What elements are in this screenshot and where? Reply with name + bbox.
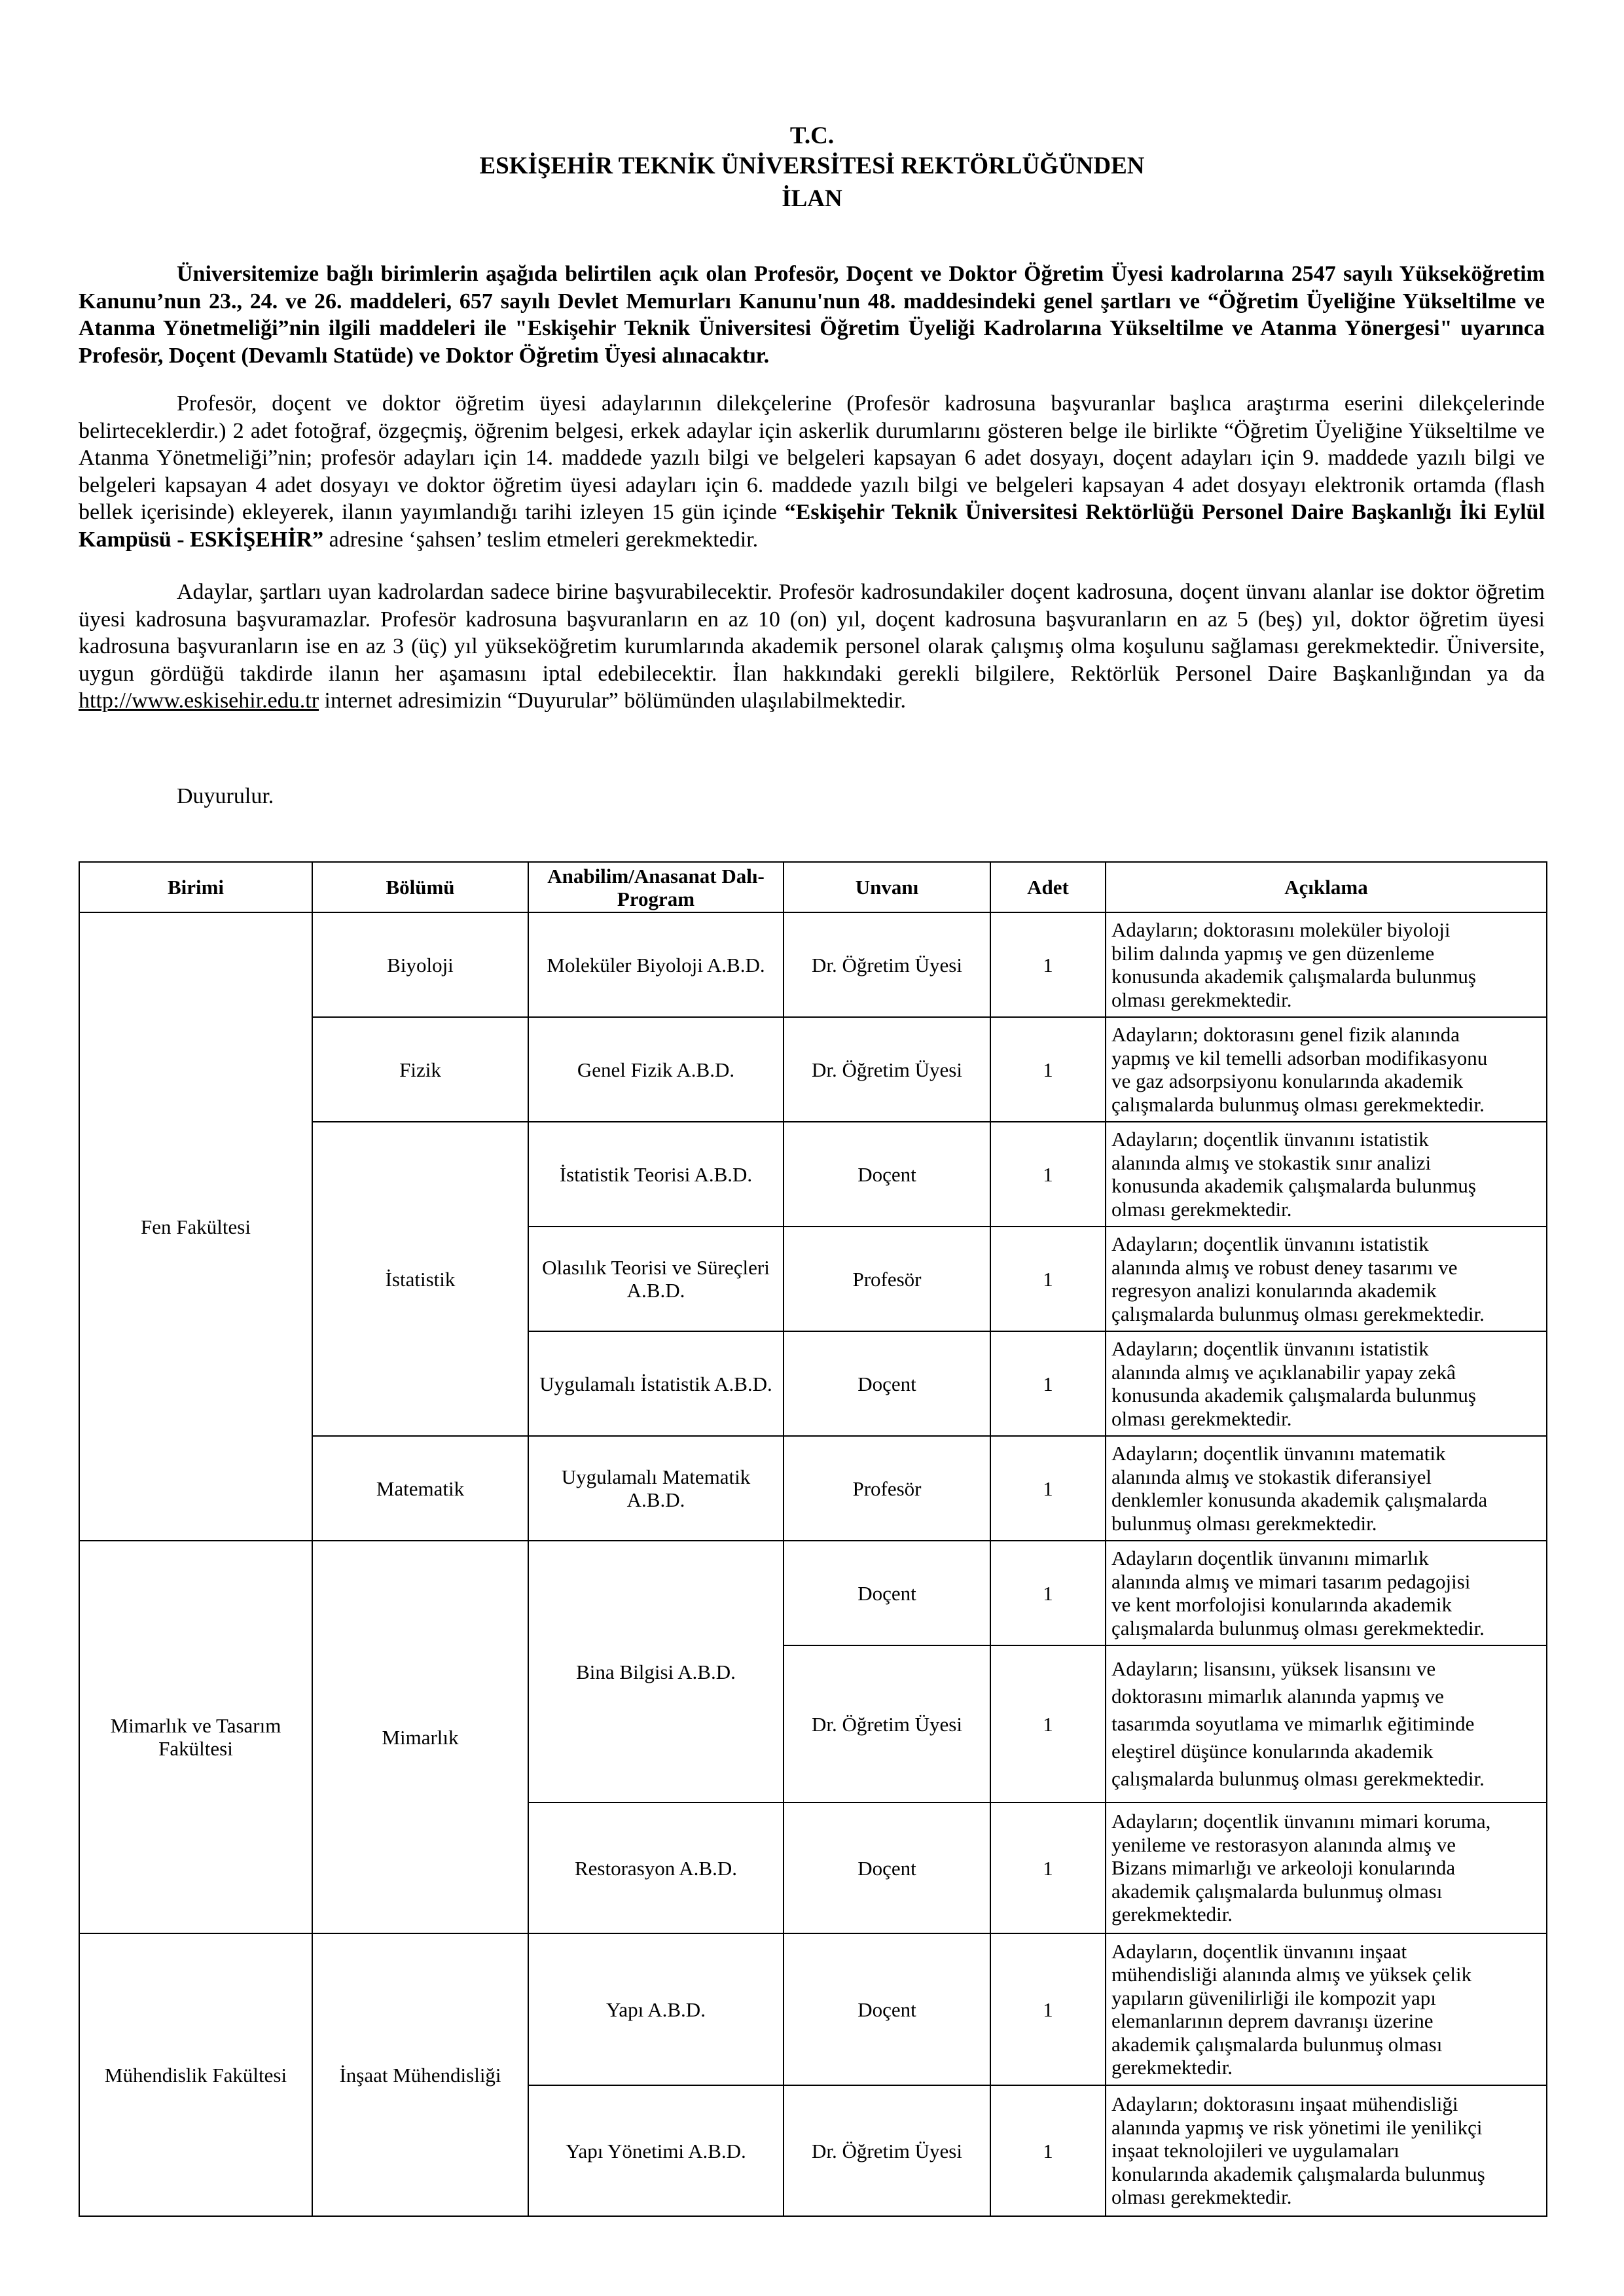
description-line: elemanlarının deprem davranışı üzerine	[1111, 2009, 1434, 2032]
count-cell: 1	[990, 1122, 1106, 1227]
description-line: Adayların; doçentlik ünvanını istatistik	[1111, 1128, 1429, 1151]
description-line: tasarımda soyutlama ve mimarlık eğitiminde	[1111, 1712, 1475, 1735]
description-line: yenileme ve restorasyon alanında almış ve	[1111, 1833, 1456, 1856]
description-line: Adayların doçentlik ünvanını mimarlık	[1111, 1547, 1429, 1570]
header-ilan: İLAN	[782, 185, 842, 212]
description-line: olması gerekmektedir.	[1111, 988, 1292, 1011]
description-line: gerekmektedir.	[1111, 1903, 1233, 1926]
description-line: bilim dalında yapmış ve gen düzenleme	[1111, 941, 1435, 965]
count-cell: 1	[990, 1017, 1106, 1122]
description-cell	[1106, 1227, 1547, 1331]
description-cell	[1106, 912, 1547, 1017]
description-cell	[1106, 1122, 1547, 1227]
application-paragraph	[79, 390, 1545, 553]
description-line: inşaat teknolojileri ve uygulamaları	[1111, 2139, 1399, 2162]
conditions-ending: internet adresimizin “Duyurular” bölümünden ulaşılabilmektedir.	[324, 689, 906, 713]
description-cell	[1106, 1331, 1547, 1436]
header-tc: T.C.	[789, 122, 835, 149]
application-address: “Eskişehir Teknik Üniversitesi Rektörlüğü Personel Daire Başkanlığı İki Eylül Kampüsü - ESKİŞEHİR”	[79, 500, 1545, 552]
title-cell: Dr. Öğretim Üyesi	[784, 912, 990, 1017]
table-row	[79, 1933, 1547, 2085]
title-cell: Dr. Öğretim Üyesi	[784, 1017, 990, 1122]
description-line: Adayların; doçentlik ünvanını mimari koruma,	[1111, 1810, 1491, 1833]
description-cell	[1106, 1541, 1547, 1645]
description-line: mühendisliği alanında almış ve yüksek çelik	[1111, 1963, 1472, 1986]
conditions-paragraph	[79, 579, 1545, 715]
program-cell: Olasılık Teorisi ve Süreçleri A.B.D.	[528, 1227, 784, 1331]
title-cell: Doçent	[784, 1331, 990, 1436]
description-line: doktorasını mimarlık alanında yapmış ve	[1111, 1685, 1444, 1708]
program-cell: Moleküler Biyoloji A.B.D.	[528, 912, 784, 1017]
closing-text: Duyurulur.	[177, 784, 274, 808]
conditions-text: Adaylar, şartları uyan kadrolardan sadece birine başvurabilecektir. Profesör kadrosundakiler doçent kadrosuna, doçent ünvanı alanlar ise doktor öğretim üyesi kadrosuna başvuramazlar. Profesör kadrosuna başvuranların en az 10 (on) yıl, doçent kadrosuna başvuranların en az 5 (beş) yıl, doktor öğretim üyesi kadrosuna başvuranların ise en az 3 (üç) yıl yükseköğretim kurumlarında akademik personel olarak çalışmış olma koşulunu sağlaması gerekmektedir. Üniversite, uygun gördüğü takdirde ilanın her aşamasını iptal edebilecektir. İlan hakkındaki gerekli bilgilere, Rektörlük Personel Daire Başkanlığından ya da	[79, 580, 1545, 686]
intro-text: Üniversitemize bağlı birimlerin aşağıda belirtilen açık olan Profesör, Doçent ve Doktor Öğretim Üyesi kadrolarına 2547 sayılı Yükseköğretim Kanunu’nun 23., 24. ve 26. maddeleri, 657 sayılı Devlet Memurları Kanunu'nun 48. maddesindeki genel şartları ve “Öğretim Üyeliğine Yükseltilme ve Atanma Yönetmeliği”nin ilgili maddeleri ile "Eskişehir Teknik Üniversitesi Öğretim Üyeliği Kadrolarına Yükseltilme ve Atanma Yönergesi" uyarınca Profesör, Doçent (Devamlı Statüde) ve Doktor Öğretim Üyesi alınacaktır.	[79, 262, 1545, 368]
description-line: çalışmalarda bulunmuş olması gerekmektedir.	[1111, 1767, 1485, 1790]
col-header-unvani: Unvanı	[784, 862, 990, 912]
description-line: Adayların; doçentlik ünvanını matematik	[1111, 1442, 1446, 1465]
description-line: gerekmektedir.	[1111, 2056, 1233, 2079]
program-cell: Bina Bilgisi A.B.D.	[528, 1541, 784, 1803]
description-line: eleştirel düşünce konularında akademik	[1111, 1740, 1434, 1763]
department-cell: Biyoloji	[312, 912, 528, 1017]
count-cell: 1	[990, 2085, 1106, 2216]
description-line: konularında akademik çalışmalarda bulunmuş	[1111, 2162, 1485, 2185]
description-line: konusunda akademik çalışmalarda bulunmuş	[1111, 1384, 1477, 1407]
count-cell: 1	[990, 1227, 1106, 1331]
title-cell: Profesör	[784, 1436, 990, 1541]
website-link[interactable]: http://www.eskisehir.edu.tr	[79, 689, 319, 713]
description-line: çalışmalarda bulunmuş olması gerekmektedir.	[1111, 1616, 1485, 1640]
title-cell: Dr. Öğretim Üyesi	[784, 1645, 990, 1803]
description-line: çalışmalarda bulunmuş olması gerekmektedir.	[1111, 1302, 1485, 1325]
description-line: yapıların güvenilirliği ile kompozit yapı	[1111, 1986, 1436, 2009]
department-cell: Fizik	[312, 1017, 528, 1122]
department-cell: İstatistik	[312, 1122, 528, 1436]
table-row	[79, 1541, 1547, 1645]
intro-paragraph	[79, 260, 1545, 369]
count-cell: 1	[990, 912, 1106, 1017]
description-line: akademik çalışmalarda bulunmuş olması	[1111, 2032, 1443, 2056]
faculty-cell: Mühendislik Fakültesi	[79, 1933, 312, 2216]
description-line: ve gaz adsorpsiyonu konularında akademik	[1111, 1069, 1464, 1092]
description-line: olması gerekmektedir.	[1111, 2185, 1292, 2209]
header-university: ESKİŞEHİR TEKNİK ÜNİVERSİTESİ REKTÖRLÜĞÜNDEN	[479, 152, 1145, 179]
col-header-aciklama: Açıklama	[1106, 862, 1547, 912]
count-cell: 1	[990, 1803, 1106, 1933]
program-cell: Restorasyon A.B.D.	[528, 1803, 784, 1933]
description-line: Adayların; lisansını, yüksek lisansını ve	[1111, 1657, 1436, 1680]
count-cell: 1	[990, 1331, 1106, 1436]
application-text: Profesör, doçent ve doktor öğretim üyesi adaylarının dilekçelerine (Profesör kadrosuna başvuranlar başlıca araştırma eserini dilekçelerinde belirteceklerdir.) 2 adet fotoğraf, özgeçmiş, öğrenim belgesi, erkek adaylar için askerlik durumlarını gösteren belge ile birlikte “Öğretim Üyeliğine Yükseltilme ve Atanma Yönetmeliği”nin; profesör adayları için 14. maddede yazılı bilgi ve belgeleri kapsayan 6 adet dosyayı, doçent adayları için 9. maddede yazılı bilgi ve belgeleri kapsayan 4 adet dosyayı ve doktor öğretim üyesi adayları için 6. maddede yazılı bilgi ve belgeleri kapsayan 4 adet dosyayı elektronik ortamda (flash bellek içerisinde) ekleyerek, ilanın yayımlandığı tarihi izleyen 15 gün içinde	[79, 391, 1545, 524]
description-line: Adayların; doçentlik ünvanını istatistik	[1111, 1337, 1429, 1360]
table-row	[79, 912, 1547, 1017]
program-cell: Uygulamalı İstatistik A.B.D.	[528, 1331, 784, 1436]
description-line: alanında yapmış ve risk yönetimi ile yenilikçi	[1111, 2115, 1483, 2139]
description-line: Adayların; doçentlik ünvanını istatistik	[1111, 1232, 1429, 1255]
description-line: Adayların; doktorasını inşaat mühendisliği	[1111, 2092, 1458, 2116]
col-header-anabilim: Anabilim/Anasanat Dalı-Program	[528, 862, 784, 912]
program-cell: Yapı A.B.D.	[528, 1933, 784, 2085]
description-cell	[1106, 1436, 1547, 1541]
description-line: ve kent morfolojisi konularında akademik	[1111, 1593, 1452, 1616]
program-cell: Genel Fizik A.B.D.	[528, 1017, 784, 1122]
description-cell	[1106, 1933, 1547, 2085]
description-cell	[1106, 1017, 1547, 1122]
program-cell: İstatistik Teorisi A.B.D.	[528, 1122, 784, 1227]
title-cell: Doçent	[784, 1122, 990, 1227]
title-cell: Doçent	[784, 1933, 990, 2085]
faculty-cell: Mimarlık ve Tasarım Fakültesi	[79, 1541, 312, 1933]
description-cell	[1106, 2085, 1547, 2216]
title-cell: Doçent	[784, 1541, 990, 1645]
count-cell: 1	[990, 1436, 1106, 1541]
description-line: alanında almış ve mimari tasarım pedagojisi	[1111, 1570, 1471, 1593]
description-line: yapmış ve kil temelli adsorban modifikasyonu	[1111, 1046, 1488, 1069]
title-cell: Doçent	[784, 1803, 990, 1933]
description-line: Adayların; doktorasını moleküler biyoloji	[1111, 918, 1451, 941]
description-line: alanında almış ve robust deney tasarımı ve	[1111, 1255, 1458, 1279]
description-line: alanında almış ve açıklanabilir yapay zekâ	[1111, 1360, 1456, 1384]
program-cell: Yapı Yönetimi A.B.D.	[528, 2085, 784, 2216]
description-line: alanında almış ve stokastik sınır analizi	[1111, 1151, 1432, 1174]
description-line: konusunda akademik çalışmalarda bulunmuş	[1111, 1174, 1477, 1197]
description-line: bulunmuş olması gerekmektedir.	[1111, 1511, 1377, 1535]
description-line: Adayların, doçentlik ünvanını inşaat	[1111, 1939, 1407, 1963]
count-cell: 1	[990, 1933, 1106, 2085]
positions-table	[79, 861, 1547, 2217]
description-line: regresyon analizi konularında akademik	[1111, 1279, 1437, 1302]
col-header-bolumu: Bölümü	[312, 862, 528, 912]
title-cell: Dr. Öğretim Üyesi	[784, 2085, 990, 2216]
department-cell: Matematik	[312, 1436, 528, 1541]
description-line: Adayların; doktorasını genel fizik alanında	[1111, 1023, 1460, 1046]
description-line: olması gerekmektedir.	[1111, 1407, 1292, 1430]
department-cell: Mimarlık	[312, 1541, 528, 1933]
count-cell: 1	[990, 1541, 1106, 1645]
col-header-adet: Adet	[990, 862, 1106, 912]
description-line: konusunda akademik çalışmalarda bulunmuş	[1111, 965, 1477, 988]
description-line: denklemler konusunda akademik çalışmalarda	[1111, 1488, 1488, 1511]
description-line: Bizans mimarlığı ve arkeoloji konularında	[1111, 1856, 1456, 1880]
description-line: akademik çalışmalarda bulunmuş olması	[1111, 1879, 1443, 1903]
department-cell: İnşaat Mühendisliği	[312, 1933, 528, 2216]
description-line: olması gerekmektedir.	[1111, 1197, 1292, 1221]
application-ending: adresine ‘şahsen’ teslim etmeleri gerekmektedir.	[329, 527, 759, 552]
faculty-cell: Fen Fakültesi	[79, 912, 312, 1541]
col-header-birimi: Birimi	[79, 862, 312, 912]
table-header-row	[79, 862, 1547, 912]
description-line: alanında almış ve stokastik diferansiyel	[1111, 1465, 1432, 1488]
title-cell: Profesör	[784, 1227, 990, 1331]
description-cell	[1106, 1645, 1547, 1803]
program-cell: Uygulamalı Matematik A.B.D.	[528, 1436, 784, 1541]
description-line: çalışmalarda bulunmuş olması gerekmektedir.	[1111, 1092, 1485, 1116]
count-cell: 1	[990, 1645, 1106, 1803]
description-cell	[1106, 1803, 1547, 1933]
